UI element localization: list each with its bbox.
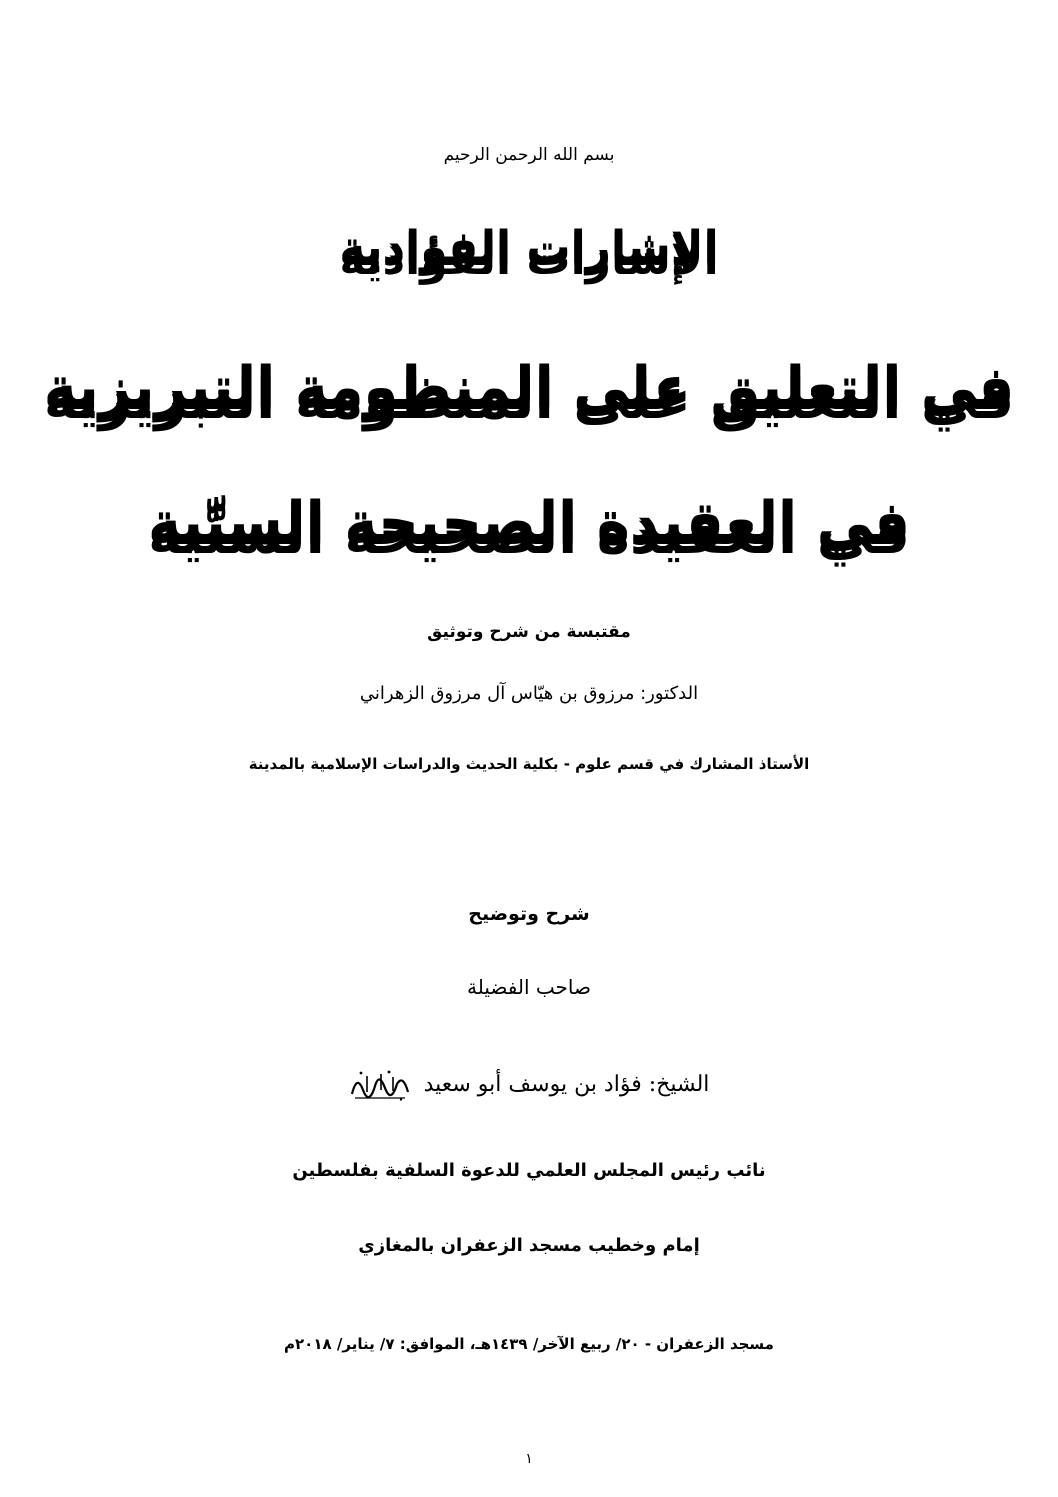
deputy-title: نائب رئيس المجلس العلمي للدعوة السلفية بفلسطين [292, 1160, 766, 1181]
honorific-calligraphy-icon [349, 1068, 411, 1102]
book-title-line-3: في العقيدة الصحيحة السنّية [147, 490, 911, 555]
date-line: مسجد الزعفران - ٢٠/ ربيع الآخر/ ١٤٣٩هـ، الموافق: ٧/ يناير/ ٢٠١٨م [284, 1335, 774, 1353]
page-number: ١ [525, 1451, 533, 1467]
excerpt-note: مقتبسة من شرح وتوثيق [427, 622, 631, 642]
sheikh-name: الشيخ: فؤاد بن يوسف أبو سعيد [423, 1072, 710, 1097]
eminence-label: صاحب الفضيلة [467, 975, 591, 999]
imam-title: إمام وخطيب مسجد الزعفران بالمغازي [358, 1235, 700, 1256]
explanation-label: شرح وتوضيح [468, 903, 590, 925]
book-title-line-2: في التعليق على المنظومة التبريزية [43, 355, 1015, 420]
sheikh-line [0, 1068, 1058, 1102]
basmala: بسم الله الرحمن الرحيم [443, 145, 615, 165]
author-doctor: الدكتور: مرزوق بن هيّاس آل مرزوق الزهراني [359, 683, 699, 704]
book-title-line-1: الإشارات الفؤادية [339, 222, 719, 273]
author-position: الأستاذ المشارك في قسم علوم - بكلية الحديث والدراسات الإسلامية بالمدينة [248, 755, 810, 773]
